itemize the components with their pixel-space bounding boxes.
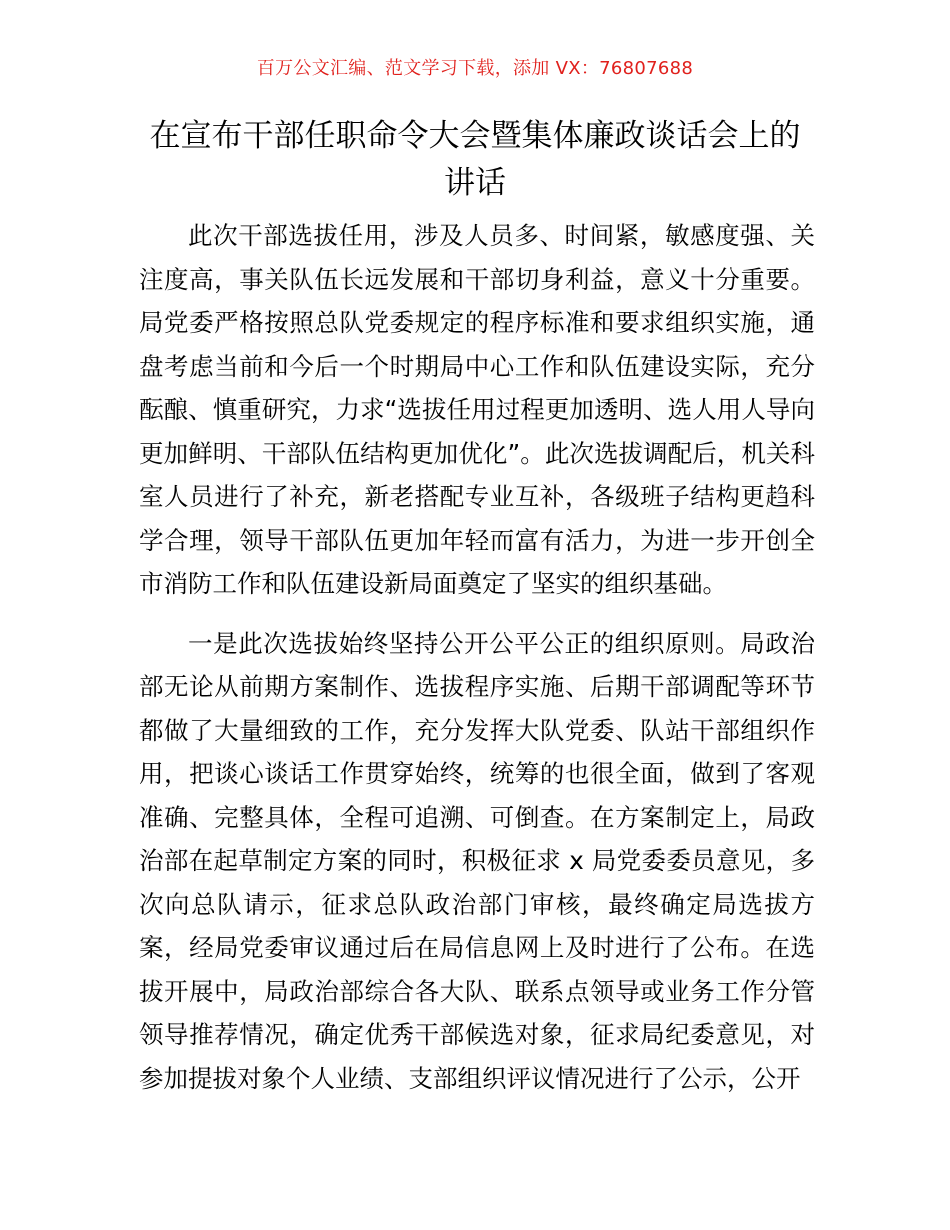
promo-banner: 百万公文汇编、范文学习下载，添加 VX：76807688 xyxy=(256,58,694,79)
document-title: 在宣布干部任职命令大会暨集体廉政谈话会上的讲话 xyxy=(149,118,801,201)
document-body xyxy=(139,214,815,1116)
paragraph-2: 一是此次选拔始终坚持公开公平公正的组织原则。局政治部无论从前期方案制作、选拔程序实施、后期干部调配等环节都做了大量细致的工作，充分发挥大队党委、队站干部组织作用，把谈心谈话工作贯穿始终，统筹的也很全面，做到了客观准确、完整具体，全程可追溯、可倒查。在方案制定上，局政治部在起草制定方案的同时，积极征求 x 局党委委员意见，多次向总队请示，征求总队政治部门审核，最终确定局选拔方案，经局党委审议通过后在局信息网上及时进行了公布。在选拔开展中，局政治部综合各大队、联系点领导或业务工作分管领导推荐情况，确定优秀干部候选对象，征求局纪委意见，对参加提拔对象个人业绩、支部组织评议情况进行了公示，公开 xyxy=(139,628,815,1093)
paragraph-1: 此次干部选拔任用，涉及人员多、时间紧，敏感度强、关注度高，事关队伍长远发展和干部切身利益，意义十分重要。局党委严格按照总队党委规定的程序标准和要求组织实施，通盘考虑当前和今后一个时期局中心工作和队伍建设实际，充分酝酿、慎重研究，力求“选拔任用过程更加透明、选人用人导向更加鲜明、干部队伍结构更加优化”。此次选拔调配后，机关科室人员进行了补充，新老搭配专业互补，各级班子结构更趋科学合理，领导干部队伍更加年轻而富有活力，为进一步开创全市消防工作和队伍建设新局面奠定了坚实的组织基础。 xyxy=(139,221,815,598)
